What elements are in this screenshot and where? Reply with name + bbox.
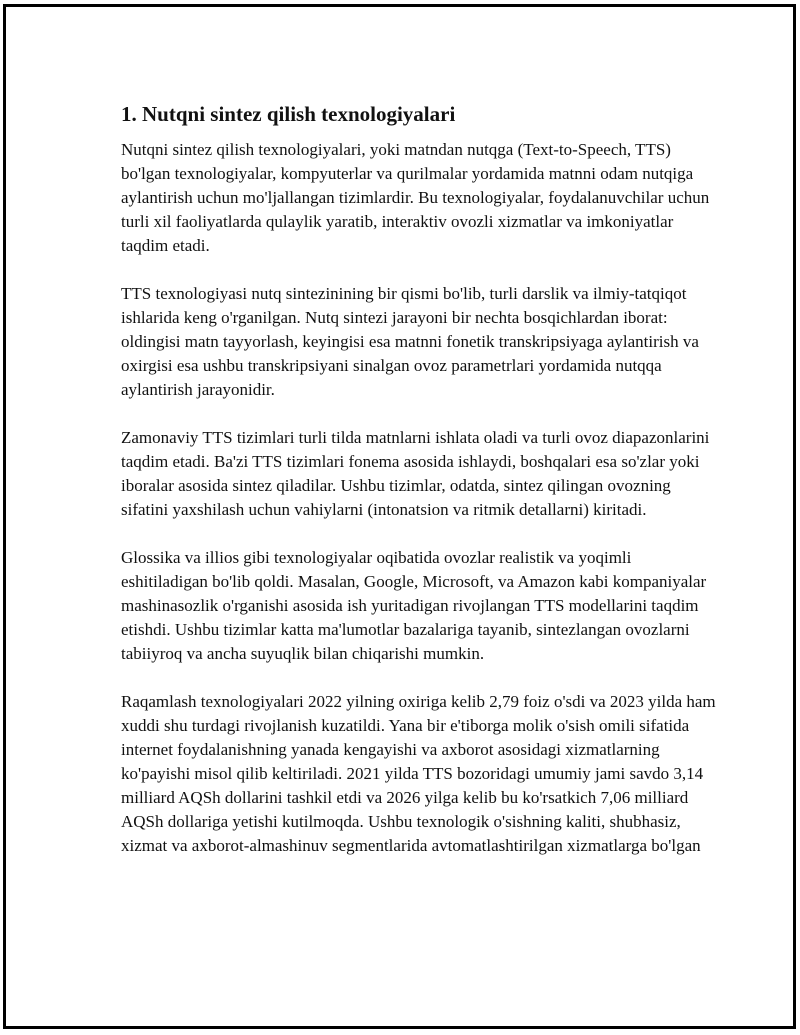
paragraph-modern-tts: Zamonaviy TTS tizimlari turli tilda matnlarni ishlata oladi va turli ovoz diapazonlarini taqdim etadi. Ba'zi TTS tizimlari fonema asosida ishlaydi, boshqalari esa so'zlar yoki iboralar asosida sintez qiladilar. Ushbu tizimlar, odatda, sintez qilingan ovozning sifatini yaxshilash uchun vahiylarni (intonatsion va ritmik detallarni) kiritadi. xyxy=(121,428,710,519)
document-body xyxy=(121,100,721,882)
paragraph-tts-stages: TTS texnologiyasi nutq sintezinining bir qismi bo'lib, turli darslik va ilmiy-tatqiqot ishlarida keng o'rganilgan. Nutq sintezi jarayoni bir nechta bosqichlardan iborat: oldingisi matn tayyorlash, keyingisi esa matnni fonetik transkripsiyaga aylantirish va oxirgisi esa ushbu transkripsiyani sinalgan ovoz parametrlari yordamida nutqqa aylantirish jarayonidir. xyxy=(121,284,699,399)
page-frame xyxy=(3,4,796,1029)
section-heading: 1. Nutqni sintez qilish texnologiyalari xyxy=(121,102,456,126)
paragraph-intro: Nutqni sintez qilish texnologiyalari, yoki matndan nutqga (Text-to-Speech, TTS) bo'lgan texnologiyalar, kompyuterlar va qurilmalar yordamida matnni odam nutqiga aylantirish uchun mo'ljallangan tizimlardir. Bu texnologiyalar, foydalanuvchilar uchun turli xil faoliyatlarda qulaylik yaratib, interaktiv ovozli xizmatlar va imkoniyatlar taqdim etadi. xyxy=(121,140,710,255)
paragraph-market: Raqamlash texnologiyalari 2022 yilning oxiriga kelib 2,79 foiz o'sdi va 2023 yilda ham xuddi shu turdagi rivojlanish kuzatildi. Yana bir e'tiborga molik o'sish omili sifatida internet foydalanishning yanada kengayishi va axborot asosidagi xizmatlarning ko'payishi misol qilib keltiriladi. 2021 yilda TTS bozoridagi umumiy jami savdo 3,14 milliard AQSh dollarini tashkil etdi va 2026 yilga kelib bu ko'rsatkich 7,06 milliard AQSh dollariga yetishi kutilmoqda. Ushbu texnologik o'sishning kaliti, shubhasiz, xizmat va axborot-almashinuv segmentlarida avtomatlashtirilgan xizmatlarga bo'lgan xyxy=(121,692,716,855)
paragraph-companies: Glossika va illios gibi texnologiyalar oqibatida ovozlar realistik va yoqimli eshitiladigan bo'lib qoldi. Masalan, Google, Microsoft, va Amazon kabi kompaniyalar mashinasozlik o'rganishi asosida ish yuritadigan rivojlangan TTS modellarini taqdim etishdi. Ushbu tizimlar katta ma'lumotlar bazalariga tayanib, sintezlangan ovozlarni tabiiyroq va ancha suyuqlik bilan chiqarishi mumkin. xyxy=(121,548,707,663)
